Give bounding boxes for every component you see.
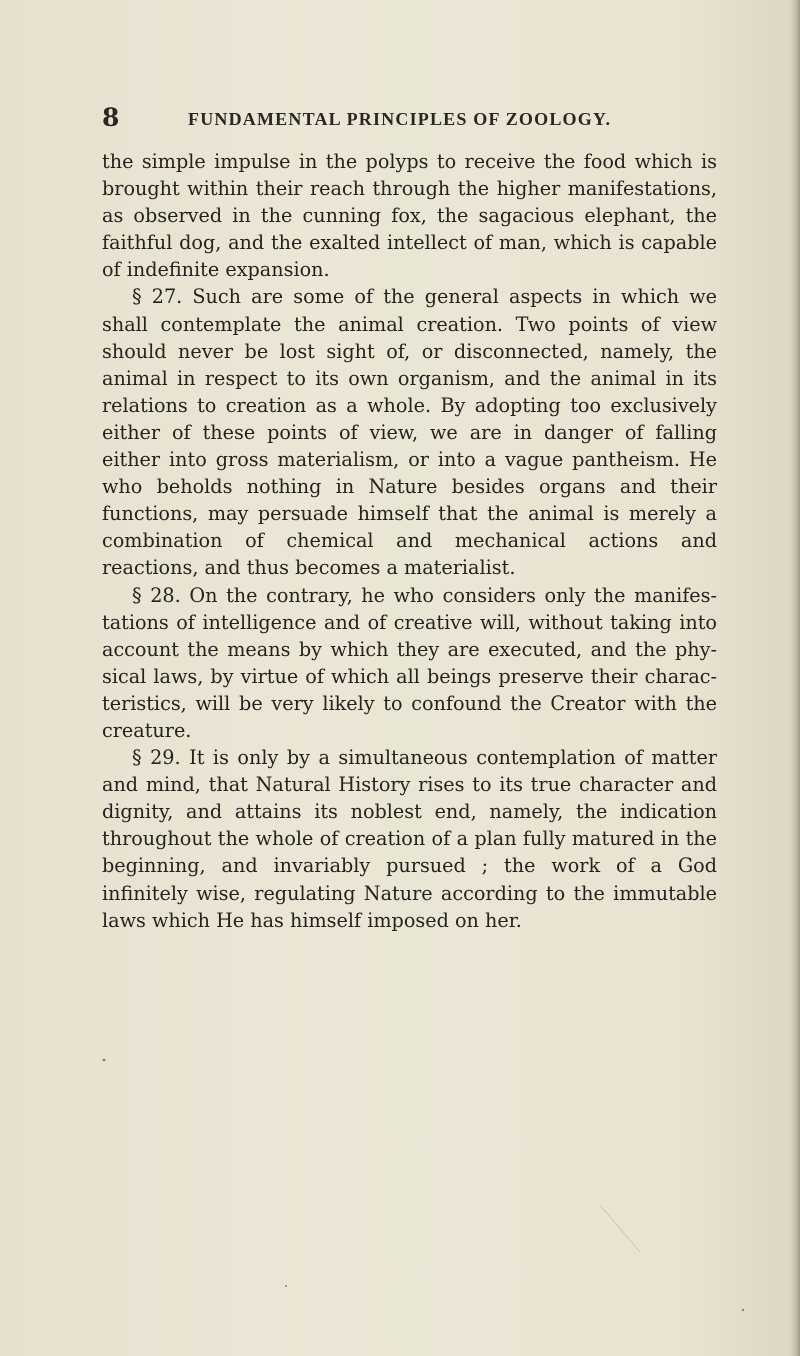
paragraph-section-27: § 27. Such are some of the general aspects in which we shall contemplate the animal creation. Two points of view should never be lost sight of, or disconnected, namely, the animal in respect to its own organism, and the animal in its relations to creation as a whole. By adopting too exclusively either of these points of view, we are in danger of falling either into gross materialism, or into a vague pantheism. He who beholds nothing in Nature besides organs and their functions, may persuade himself that the animal is merely a combination of chemical and mechanical actions and reactions, and thus becomes a materialist. <box>102 285 717 580</box>
page-number: 8 <box>102 103 120 132</box>
paper-speck <box>103 1059 106 1062</box>
paragraph-section-28: § 28. On the contrary, he who considers only the manifes-tations of intelligence and of creative will, without taking into account the means by which they are executed, and the phy-sical laws, by virtue of which all beings preserve their charac-teristics, will be very likely to confound the Creator with the creature. <box>102 583 717 742</box>
paragraph-continued: the simple impulse in the polyps to receive the food which is brought within their reach through the higher manifestations, as observed in the cunning fox, the sagacious elephant, the faithful dog, and the exalted intellect of man, which is capable of indefinite expansion. <box>102 150 717 282</box>
running-title: FUNDAMENTAL PRINCIPLES OF ZOOLOGY. <box>188 109 612 129</box>
paper-speck <box>285 1285 287 1287</box>
paragraph-section-29: § 29. It is only by a simultaneous contemplation of matter and mind, that Natural History rises to its true character and dignity, and attains its noblest end, namely, the indication throughout the whole of creation of a plan fully matured in the beginning, and invariably pursued ; the work of a God infinitely wise, regulating Nature according to the immutable laws which He has himself imposed on her. <box>102 746 717 932</box>
paper-speck <box>742 1309 744 1311</box>
paper-crease <box>600 1205 640 1252</box>
page-edge-shadow <box>790 0 800 1356</box>
